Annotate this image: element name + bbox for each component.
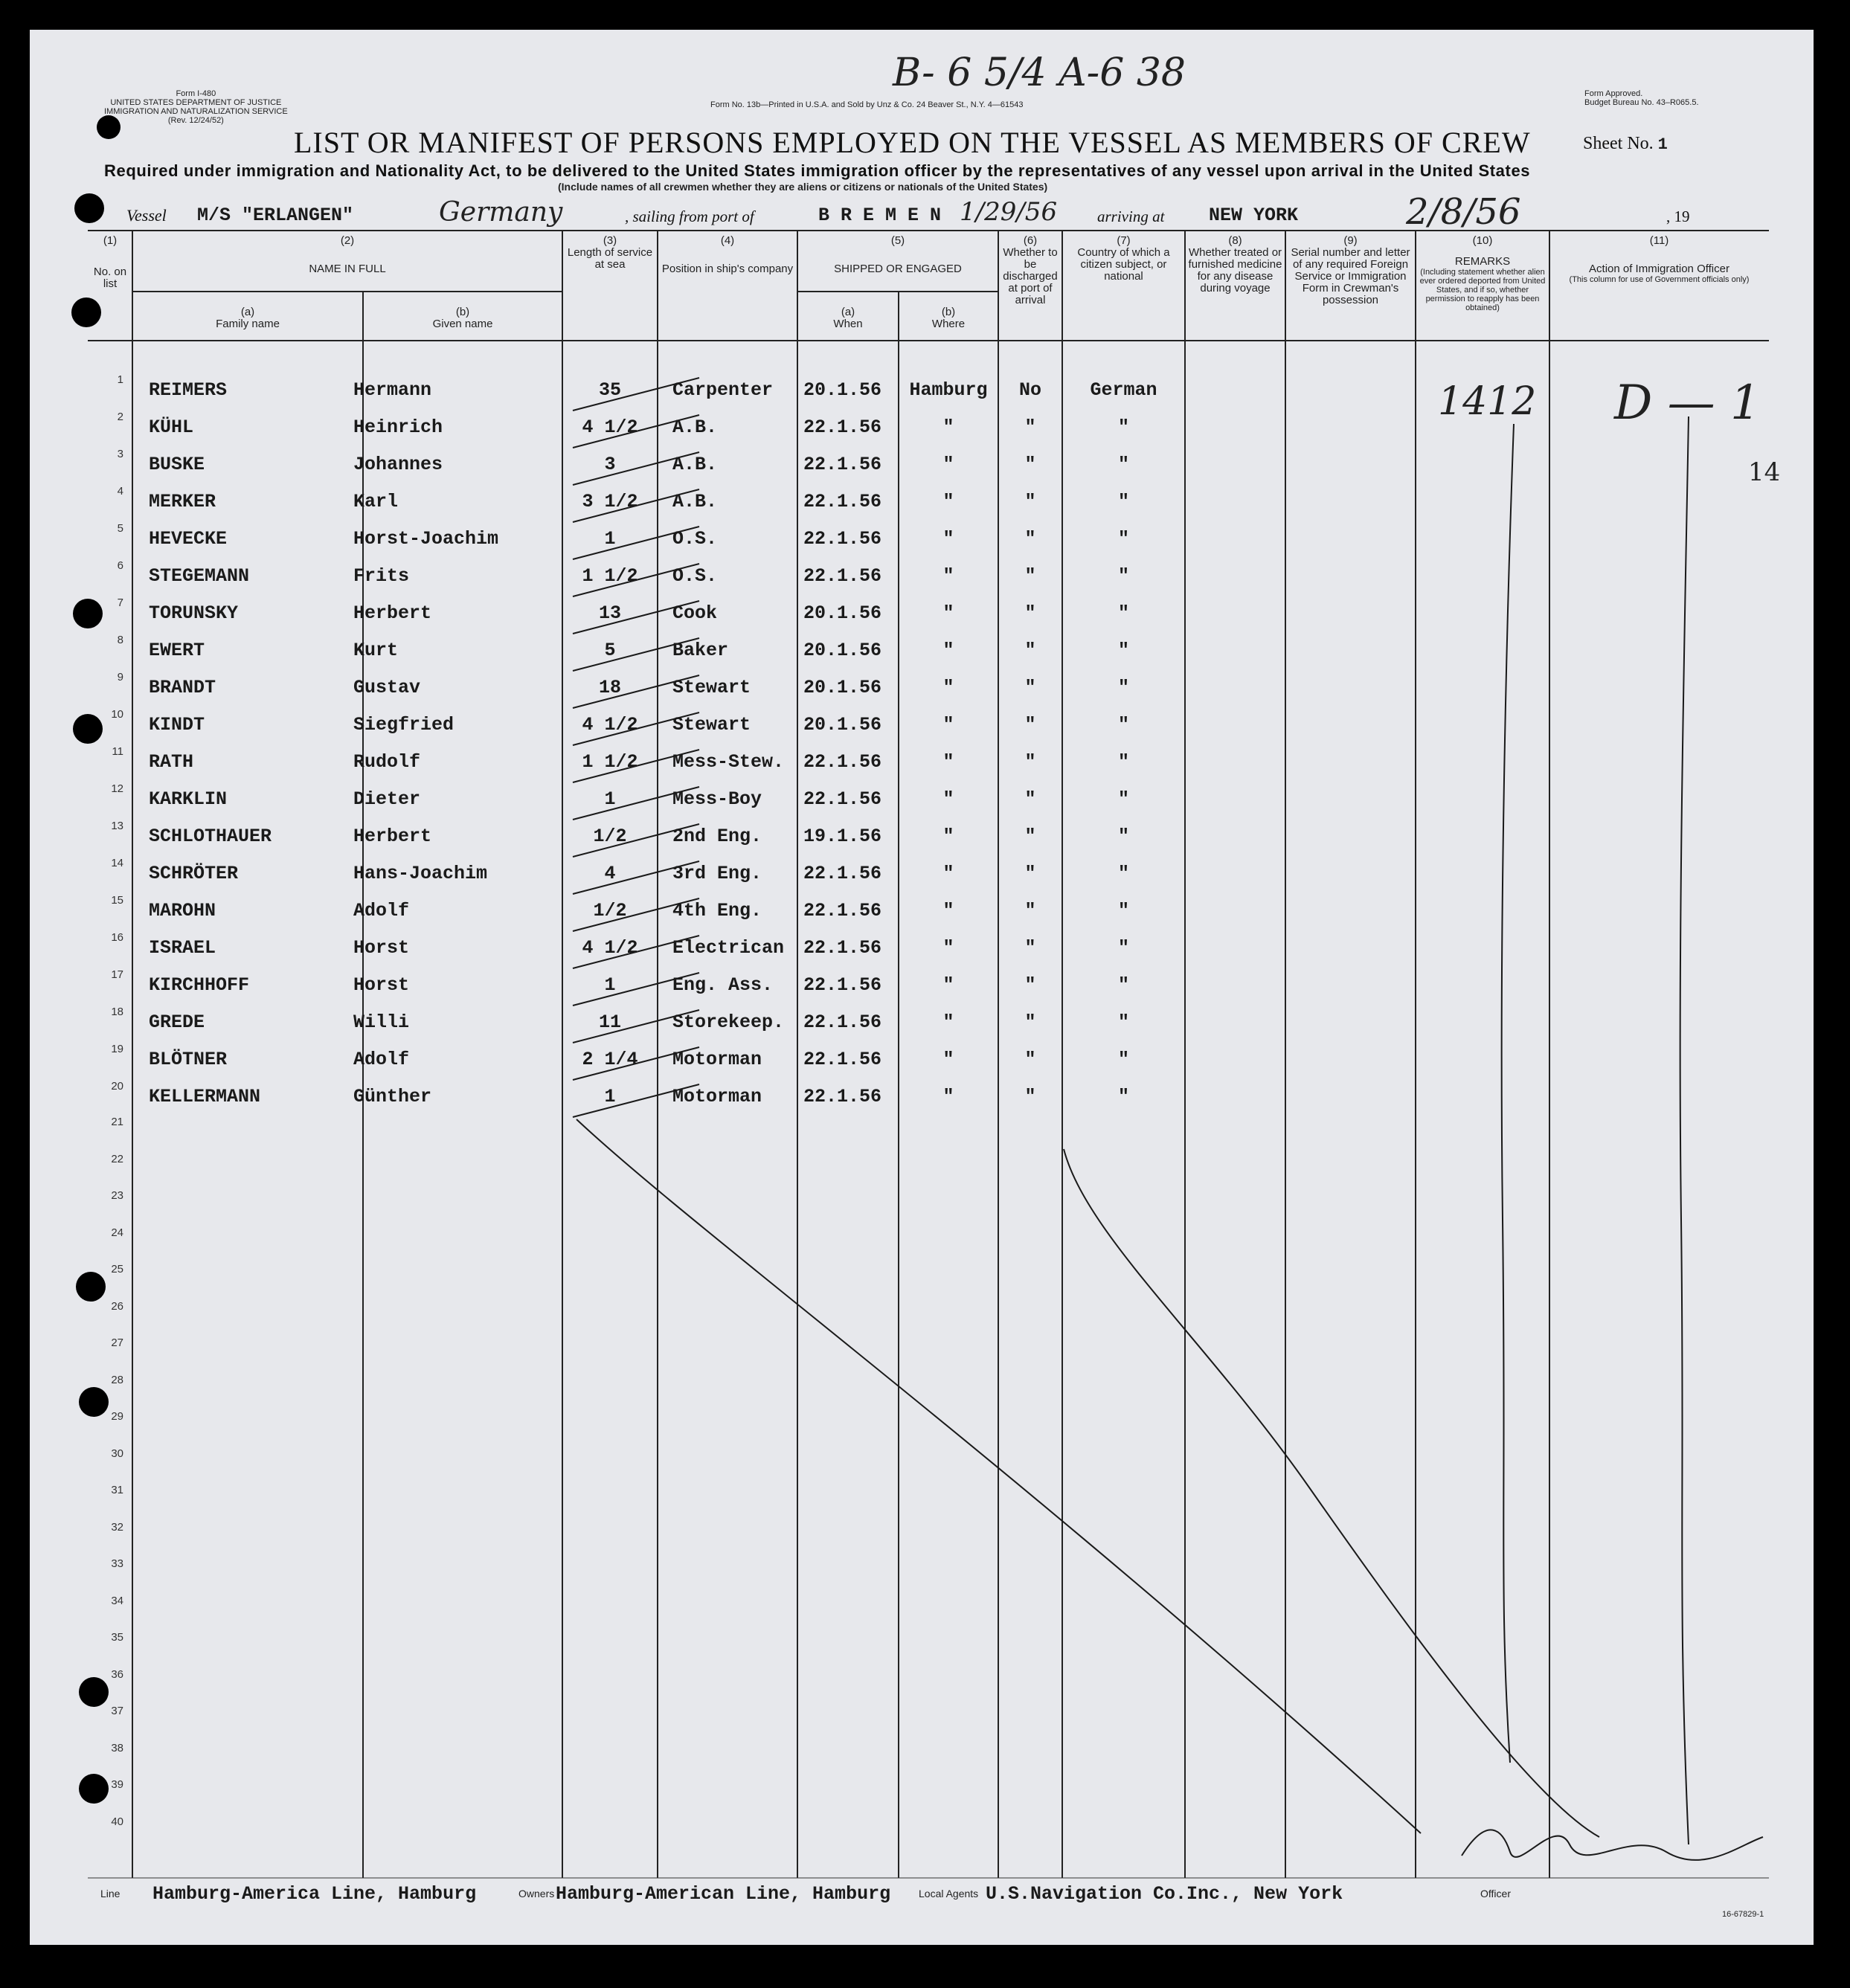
discharged: " [1024,937,1036,959]
family-name: HEVECKE [149,528,228,550]
family-name: GREDE [149,1011,205,1033]
position: Electrican [672,937,785,959]
given-name: Willi [353,1011,410,1033]
service-length: 1 1/2 [582,751,638,773]
given-name: Frits [353,565,410,587]
position: 4th Eng. [672,900,762,921]
service-length: 4 1/2 [582,714,638,736]
family-name: KARKLIN [149,788,228,810]
strike-mark [573,415,699,448]
given-name: Herbert [353,826,432,847]
discharged: " [1024,1086,1036,1107]
family-name: STEGEMANN [149,565,250,587]
shipped-where: Hamburg [909,379,988,401]
discharged: " [1024,751,1036,773]
given-name: Herbert [353,602,432,624]
handwritten-file-number: B- 6 5/4 A-6 38 [893,51,1186,95]
country: " [1117,640,1129,661]
position: Motorman [672,1086,762,1107]
row-number: 32 [111,1520,123,1534]
family-name: KÜHL [149,416,194,438]
form-code: 16-67829-1 [1722,1910,1764,1919]
shipped-where: " [942,454,954,475]
given-name: Adolf [353,900,410,921]
vessel-name: M/S "ERLANGEN" [197,205,354,226]
strike-mark [573,1010,699,1043]
discharged: " [1024,714,1036,736]
strike-mark [573,638,699,671]
shipped-when: 22.1.56 [803,1049,882,1070]
column-header-service: (3) Length of service at sea [567,234,653,271]
column-header-name: (2) NAME IN FULL [309,234,386,275]
page-title: LIST OR MANIFEST OF PERSONS EMPLOYED ON THE VESSEL AS MEMBERS OF CREW [294,126,1531,159]
shipped-where: " [942,751,954,773]
shipped-where: " [942,416,954,438]
service-length: 1/2 [593,826,627,847]
row-number: 14 [111,857,123,869]
strike-marks [30,30,1814,1945]
given-name: Heinrich [353,416,443,438]
row-number: 3 [117,448,123,460]
shipped-where: " [942,640,954,661]
position: Stewart [672,714,751,736]
strike-mark [573,564,699,596]
position: Baker [672,640,729,661]
discharged: No [1018,379,1041,401]
given-name: Horst-Joachim [353,528,499,550]
row-number: 4 [117,485,123,498]
family-name: BLÖTNER [149,1049,228,1070]
row-number: 5 [117,522,123,535]
shipped-when: 22.1.56 [803,751,882,773]
row-number: 36 [111,1667,123,1681]
shipped-when: 22.1.56 [803,788,882,810]
form-approved-block: Form Approved. Budget Bureau No. 43–R065.5. [1584,89,1699,107]
discharged: " [1024,454,1036,475]
shipped-where: " [942,565,954,587]
given-name: Dieter [353,788,421,810]
row-number: 10 [111,708,123,721]
row-number: 7 [117,596,123,609]
service-length: 11 [598,1011,621,1033]
shipped-when: 20.1.56 [803,714,882,736]
shipped-where: " [942,937,954,959]
position: Eng. Ass. [672,974,774,996]
departure-port: B R E M E N [818,205,942,226]
strike-mark [573,750,699,782]
column-header-shipped: (5) SHIPPED OR ENGAGED [834,234,962,275]
shipped-where: " [942,974,954,996]
position: Stewart [672,677,751,698]
given-name: Kurt [353,640,399,661]
family-name: TORUNSKY [149,602,239,624]
country: " [1117,900,1129,921]
arrival-date: 2/8/56 [1406,191,1521,233]
column-header-when: (a) When [833,306,863,330]
discharged: " [1024,826,1036,847]
family-name: RATH [149,751,194,773]
column-header-discharged: (6) Whether to be discharged at port of arrival [1003,234,1058,306]
manifest-sheet [30,30,1814,1945]
row-number: 23 [111,1189,123,1202]
row-number: 1 [117,373,123,386]
position: A.B. [672,416,718,438]
include-line: (Include names of all crewmen whether they are aliens or citizens or nationals of the United States) [558,181,1048,193]
shipped-when: 22.1.56 [803,454,882,475]
shipped-when: 22.1.56 [803,900,882,921]
row-number: 19 [111,1043,123,1055]
row-number: 34 [111,1594,123,1607]
country: " [1117,788,1129,810]
given-name: Karl [353,491,399,512]
given-name: Siegfried [353,714,455,736]
arrival-port: NEW YORK [1209,205,1299,226]
service-length: 4 1/2 [582,937,638,959]
shipped-when: 20.1.56 [803,677,882,698]
shipped-when: 22.1.56 [803,863,882,884]
shipped-when: 22.1.56 [803,565,882,587]
shipped-where: " [942,788,954,810]
family-name: ISRAEL [149,937,216,959]
family-name: KIRCHHOFF [149,974,250,996]
shipped-when: 22.1.56 [803,937,882,959]
row-number: 15 [111,894,123,907]
strike-mark [573,527,699,559]
strike-mark [573,787,699,820]
shipped-when: 22.1.56 [803,416,882,438]
service-length: 4 [604,863,616,884]
strike-mark [573,861,699,894]
shipped-when: 19.1.56 [803,826,882,847]
shipped-where: " [942,528,954,550]
country: " [1117,677,1129,698]
service-length: 2 1/4 [582,1049,638,1070]
vessel-flag: Germany [439,197,563,228]
row-number: 12 [111,782,123,795]
country: " [1117,565,1129,587]
row-number: 18 [111,1006,123,1018]
row-number: 17 [111,968,123,981]
shipped-when: 22.1.56 [803,491,882,512]
family-name: SCHLOTHAUER [149,826,272,847]
vessel-line: Vessel M/S "ERLANGEN" Germany , sailing from port of B R E M E N 1/29/56 arriving at NEW YORK 2/8/56 , 19 [126,191,1690,233]
strike-mark [573,1047,699,1080]
strike-mark [573,898,699,931]
position: O.S. [672,565,718,587]
position: Cook [672,602,718,624]
position: 2nd Eng. [672,826,762,847]
position: Motorman [672,1049,762,1070]
country: " [1117,974,1129,996]
service-length: 3 1/2 [582,491,638,512]
column-header-family: (a) Family name [216,306,280,330]
country: " [1117,1011,1129,1033]
form-block-left: Form I-480 UNITED STATES DEPARTMENT OF JUSTICE IMMIGRATION AND NATURALIZATION SERVICE (Rev. 12/24/52) [104,89,288,125]
row-number: 30 [111,1447,123,1460]
family-name: MERKER [149,491,216,512]
row-number: 35 [111,1631,123,1644]
country: " [1117,863,1129,884]
service-length: 18 [598,677,621,698]
strike-mark [573,601,699,634]
position: Carpenter [672,379,774,401]
service-length: 35 [598,379,621,401]
strike-mark [573,712,699,745]
strike-mark [573,452,699,485]
position: 3rd Eng. [672,863,762,884]
shipped-where: " [942,900,954,921]
shipped-when: 20.1.56 [803,602,882,624]
agents-value: U.S.Navigation Co.Inc., New York [986,1883,1343,1905]
column-header-given: (b) Given name [432,306,493,330]
strike-mark [573,1084,699,1117]
country: " [1117,1049,1129,1070]
sailing-date: 1/29/56 [960,197,1058,227]
family-name: BRANDT [149,677,216,698]
service-length: 1 1/2 [582,565,638,587]
strike-mark [573,936,699,968]
owners-value: Hamburg-American Line, Hamburg [556,1883,891,1905]
row-number: 6 [117,559,123,572]
strike-mark [573,973,699,1006]
discharged: " [1024,1011,1036,1033]
shipped-where: " [942,602,954,624]
country: German [1090,379,1157,401]
discharged: " [1024,640,1036,661]
sheet-number: Sheet No. 1 [1583,134,1668,154]
shipped-where: " [942,826,954,847]
strike-mark [573,378,699,411]
shipped-where: " [942,1011,954,1033]
country: " [1117,416,1129,438]
service-length: 1 [604,528,616,550]
discharged: " [1024,602,1036,624]
discharged: " [1024,416,1036,438]
country: " [1117,937,1129,959]
strike-mark [573,675,699,708]
row-number: 31 [111,1484,123,1496]
shipped-when: 22.1.56 [803,528,882,550]
given-name: Hermann [353,379,432,401]
column-header-action: (11) Action of Immigration Officer (This column for use of Government officials only) [1569,234,1750,284]
given-name: Johannes [353,454,443,475]
discharged: " [1024,528,1036,550]
service-length: 1 [604,1086,616,1107]
position: Mess-Boy [672,788,762,810]
given-name: Gustav [353,677,421,698]
row-number: 28 [111,1373,123,1386]
position: A.B. [672,491,718,512]
shipped-when: 20.1.56 [803,379,882,401]
row-number: 26 [111,1299,123,1313]
discharged: " [1024,491,1036,512]
row-number: 39 [111,1778,123,1791]
row-number: 11 [112,745,123,758]
discharged: " [1024,900,1036,921]
row-number: 24 [111,1226,123,1239]
required-line: Required under immigration and Nationality Act, to be delivered to the United States immigration officer by the representatives of any vessel upon arrival in the United States [104,161,1531,180]
service-length: 4 1/2 [582,416,638,438]
shipped-where: " [942,1049,954,1070]
row-number: 2 [117,411,123,423]
discharged: " [1024,677,1036,698]
shipped-where: " [942,491,954,512]
discharged: " [1024,863,1036,884]
family-name: EWERT [149,640,205,661]
country: " [1117,491,1129,512]
shipped-when: 22.1.56 [803,1086,882,1107]
column-header-remarks: (10) REMARKS (Including statement whether alien ever ordered deported from United States, and if so, whether permission to reapply has been obtained) [1419,234,1546,312]
family-name: KELLERMANN [149,1086,261,1107]
service-length: 1/2 [593,900,627,921]
shipped-where: " [942,677,954,698]
shipped-when: 20.1.56 [803,640,882,661]
given-name: Adolf [353,1049,410,1070]
row-number: 20 [111,1080,123,1093]
row-number: 27 [111,1336,123,1349]
family-name: SCHRÖTER [149,863,239,884]
position: Mess-Stew. [672,751,785,773]
service-length: 1 [604,788,616,810]
row-number: 13 [111,820,123,832]
shipped-when: 22.1.56 [803,974,882,996]
column-header-position: (4) Position in ship's company [661,234,794,275]
line-value: Hamburg-America Line, Hamburg [152,1883,477,1905]
row-number: 22 [111,1152,123,1165]
discharged: " [1024,788,1036,810]
row-number: 8 [117,634,123,646]
position: A.B. [672,454,718,475]
given-name: Horst [353,937,410,959]
strike-mark [573,824,699,857]
row-number: 33 [111,1557,123,1570]
family-name: KINDT [149,714,205,736]
shipped-where: " [942,1086,954,1107]
discharged: " [1024,974,1036,996]
shipped-where: " [942,863,954,884]
row-number: 21 [111,1116,123,1128]
row-number: 29 [111,1410,123,1423]
row-number: 38 [111,1741,123,1754]
strike-mark [573,489,699,522]
position: O.S. [672,528,718,550]
remarks-annotation: 1412 [1438,379,1537,424]
given-name: Horst [353,974,410,996]
family-name: MAROHN [149,900,216,921]
country: " [1117,714,1129,736]
given-name: Günther [353,1086,432,1107]
action-annotation: D — 1 [1614,376,1761,431]
discharged: " [1024,565,1036,587]
shipped-when: 22.1.56 [803,1011,882,1033]
given-name: Rudolf [353,751,421,773]
country: " [1117,454,1129,475]
margin-count: 14 [1748,457,1781,487]
given-name: Hans-Joachim [353,863,488,884]
service-length: 1 [604,974,616,996]
service-length: 3 [604,454,616,475]
country: " [1117,1086,1129,1107]
service-length: 13 [598,602,621,624]
column-header-no: (1) No. on list [93,234,127,290]
country: " [1117,826,1129,847]
country: " [1117,602,1129,624]
row-number: 9 [117,671,123,683]
family-name: REIMERS [149,379,228,401]
country: " [1117,528,1129,550]
footer-line: Line Hamburg-America Line, Hamburg Owners Hamburg-American Line, Hamburg Local Agents U.S.Navigation Co.Inc., New York Officer [100,1883,1511,1905]
family-name: BUSKE [149,454,205,475]
column-header-serial: (9) Serial number and letter of any required Foreign Service or Immigration Form in Crewman's possession [1291,234,1410,306]
column-header-medicine: (8) Whether treated or furnished medicine for any disease during voyage [1188,234,1282,295]
column-header-country: (7) Country of which a citizen subject, or national [1077,234,1170,283]
row-number: 37 [111,1705,123,1717]
form-printer-line: Form No. 13b—Printed in U.S.A. and Sold by Unz & Co. 24 Beaver St., N.Y. 4—61543 [710,100,1024,109]
shipped-where: " [942,714,954,736]
column-header-where: (b) Where [931,306,966,330]
discharged: " [1024,1049,1036,1070]
row-number: 16 [111,931,123,944]
row-number: 25 [111,1263,123,1276]
position: Storekeep. [672,1011,785,1033]
country: " [1117,751,1129,773]
row-number: 40 [111,1815,123,1828]
service-length: 5 [604,640,616,661]
